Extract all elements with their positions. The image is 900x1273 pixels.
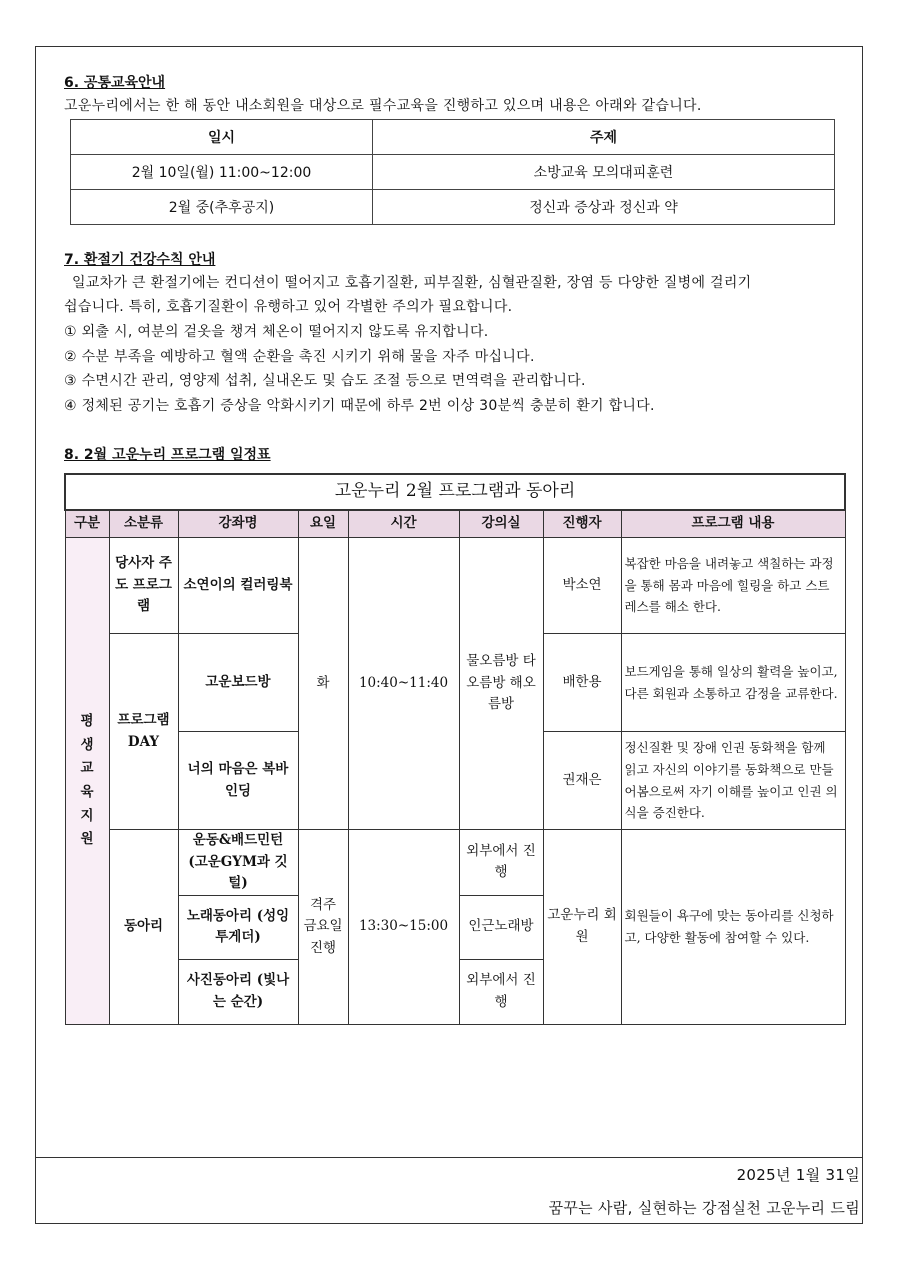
host-cell: 권재은 xyxy=(543,732,621,830)
content-cell: 정신질환 및 장애 인권 동화책을 함께 읽고 자신의 이야기를 동화책으로 만들어봄으로써 자기 이해를 높이고 인권 의식을 증진한다. xyxy=(621,732,845,830)
content-cell: 복잡한 마음을 내려놓고 색칠하는 과정을 통해 몸과 마음에 힐링을 하고 스트레스를 해소 한다. xyxy=(621,538,845,634)
col-topic-header: 주제 xyxy=(373,120,835,155)
date-cell: 2월 중(추후공지) xyxy=(71,190,373,225)
content-cell: 회원들이 욕구에 맞는 동아리를 신청하고, 다양한 활동에 참여할 수 있다. xyxy=(621,830,845,1025)
course-cell: 너의 마음은 복바인딩 xyxy=(178,732,298,830)
room-cell: 외부에서 진행 xyxy=(459,959,543,1024)
header-subcategory: 소분류 xyxy=(109,510,178,538)
room-cell: 물오름방 타오름방 해오름방 xyxy=(459,538,543,830)
section7-intro-line1: 일교차가 큰 환절기에는 컨디션이 떨어지고 호흡기질환, 피부질환, 심혈관질환, 장염 등 다양한 질병에 걸리기 xyxy=(72,275,752,291)
health-tip-item: ③ 수면시간 관리, 영양제 섭취, 실내온도 및 습도 조절 등으로 면역력을 관리합니다. xyxy=(64,373,586,389)
section8-title: 8. 2월 고운누리 프로그램 일정표 xyxy=(64,447,271,463)
section6-title: 6. 공통교육안내 xyxy=(64,75,166,91)
content-cell: 보드게임을 통해 일상의 활력을 높이고, 다른 회원과 소통하고 감정을 교류한다. xyxy=(621,634,845,732)
health-tip-item: ④ 정체된 공기는 호흡기 증상을 악화시키기 때문에 하루 2번 이상 30분씩 충분히 환기 합니다. xyxy=(64,398,655,414)
table-header-row xyxy=(71,120,835,155)
topic-cell: 정신과 증상과 정신과 약 xyxy=(373,190,835,225)
subcategory-cell: 당사자 주도 프로그램 xyxy=(109,538,178,634)
table-header-row xyxy=(65,510,845,538)
table-row xyxy=(65,538,845,634)
header-course: 강좌명 xyxy=(178,510,298,538)
course-cell: 고운보드방 xyxy=(178,634,298,732)
course-cell: 운동&배드민턴 (고운GYM과 깃털) xyxy=(178,830,298,896)
section7-title: 7. 환절기 건강수칙 안내 xyxy=(64,252,216,268)
section7-intro-line2: 쉽습니다. 특히, 호흡기질환이 유행하고 있어 각별한 주의가 필요합니다. xyxy=(64,299,513,315)
subcategory-cell: 프로그램 DAY xyxy=(109,634,178,830)
program-table-title: 고운누리 2월 프로그램과 동아리 xyxy=(65,474,845,510)
course-cell: 사진동아리 (빛나는 순간) xyxy=(178,959,298,1024)
health-tip-item: ① 외출 시, 여분의 겉옷을 챙겨 체온이 떨어지지 않도록 유지합니다. xyxy=(64,324,489,340)
subcategory-cell: 동아리 xyxy=(109,830,178,1025)
host-cell: 고운누리 회원 xyxy=(543,830,621,1025)
table-row xyxy=(71,155,835,190)
header-category: 구분 xyxy=(65,510,109,538)
program-schedule-table xyxy=(64,473,846,1025)
education-table xyxy=(70,119,835,225)
time-cell: 10:40~11:40 xyxy=(348,538,459,830)
host-cell: 박소연 xyxy=(543,538,621,634)
header-day: 요일 xyxy=(298,510,348,538)
host-cell: 배한용 xyxy=(543,634,621,732)
section6-intro: 고운누리에서는 한 해 동안 내소회원을 대상으로 필수교육을 진행하고 있으며 내용은 아래와 같습니다. xyxy=(64,98,702,114)
footer-divider xyxy=(35,1157,863,1158)
room-cell: 인근노래방 xyxy=(459,895,543,959)
header-content: 프로그램 내용 xyxy=(621,510,845,538)
room-cell: 외부에서 진행 xyxy=(459,830,543,896)
day-cell: 격주 금요일 진행 xyxy=(298,830,348,1025)
topic-cell: 소방교육 모의대피훈련 xyxy=(373,155,835,190)
day-cell: 화 xyxy=(298,538,348,830)
header-room: 강의실 xyxy=(459,510,543,538)
category-cell xyxy=(65,538,109,1025)
category-label: 평생교육지원 xyxy=(80,713,94,848)
table-row xyxy=(71,190,835,225)
footer-date: 2025년 1월 31일 xyxy=(736,1166,860,1184)
header-host: 진행자 xyxy=(543,510,621,538)
health-tip-item: ② 수분 부족을 예방하고 혈액 순환을 촉진 시키기 위해 물을 자주 마십니다. xyxy=(64,349,535,365)
footer-signature: 꿈꾸는 사람, 실현하는 강점실천 고운누리 드림 xyxy=(548,1199,860,1217)
time-cell: 13:30~15:00 xyxy=(348,830,459,1025)
col-date-header: 일시 xyxy=(71,120,373,155)
table-row xyxy=(65,830,845,896)
course-cell: 소연이의 컬러링북 xyxy=(178,538,298,634)
course-cell: 노래동아리 (성잉투게더) xyxy=(178,895,298,959)
date-cell: 2월 10일(월) 11:00~12:00 xyxy=(71,155,373,190)
header-time: 시간 xyxy=(348,510,459,538)
